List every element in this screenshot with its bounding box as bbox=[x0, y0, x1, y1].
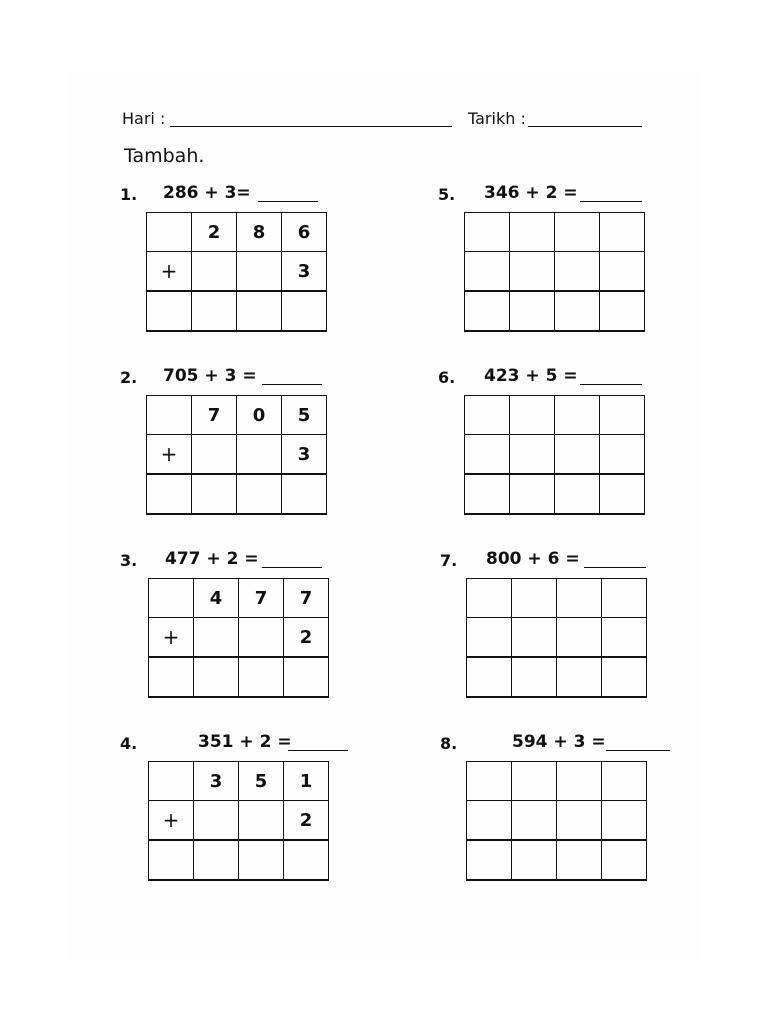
grid-cell[interactable] bbox=[465, 252, 510, 292]
grid-cell[interactable]: 7 bbox=[239, 579, 284, 618]
grid-cell[interactable]: 3 bbox=[282, 435, 327, 475]
grid-cell[interactable]: 6 bbox=[282, 213, 327, 252]
problem-4-grid bbox=[148, 761, 329, 881]
answer-cell[interactable] bbox=[284, 657, 329, 697]
grid-cell[interactable]: 2 bbox=[192, 213, 237, 252]
problem-4-number: 4. bbox=[120, 734, 138, 753]
plus-sign: + bbox=[147, 252, 192, 292]
problem-8-number: 8. bbox=[440, 734, 458, 753]
answer-cell[interactable] bbox=[239, 657, 284, 697]
grid-cell[interactable] bbox=[600, 213, 645, 252]
worksheet-title: Tambah. bbox=[124, 145, 205, 167]
grid-cell[interactable] bbox=[602, 579, 647, 618]
answer-cell[interactable] bbox=[192, 474, 237, 514]
grid-cell[interactable] bbox=[600, 435, 645, 475]
grid-cell[interactable] bbox=[465, 396, 510, 435]
day-label: Hari : bbox=[122, 109, 166, 128]
problem-5-grid bbox=[464, 212, 645, 332]
grid-cell[interactable] bbox=[147, 396, 192, 435]
grid-cell[interactable]: 2 bbox=[284, 618, 329, 658]
answer-cell[interactable] bbox=[282, 474, 327, 514]
problem-7-answer-line[interactable] bbox=[584, 567, 646, 568]
answer-cell[interactable] bbox=[602, 840, 647, 880]
problem-1-number: 1. bbox=[120, 185, 138, 204]
answer-cell[interactable] bbox=[600, 474, 645, 514]
date-input-line[interactable] bbox=[528, 126, 642, 127]
grid-cell[interactable] bbox=[239, 801, 284, 841]
grid-cell[interactable]: 3 bbox=[282, 252, 327, 292]
grid-cell[interactable] bbox=[602, 762, 647, 801]
grid-cell[interactable] bbox=[192, 435, 237, 475]
grid-cell[interactable]: 8 bbox=[237, 213, 282, 252]
grid-cell[interactable]: 3 bbox=[194, 762, 239, 801]
grid-cell[interactable] bbox=[557, 618, 602, 658]
grid-cell[interactable] bbox=[192, 252, 237, 292]
grid-cell[interactable] bbox=[512, 762, 557, 801]
grid-cell[interactable] bbox=[149, 762, 194, 801]
answer-cell[interactable] bbox=[512, 657, 557, 697]
problem-5-expression: 346 + 2 = bbox=[484, 183, 578, 203]
answer-cell[interactable] bbox=[284, 840, 329, 880]
grid-cell[interactable] bbox=[510, 435, 555, 475]
plus-sign: + bbox=[149, 801, 194, 841]
problem-8-expression: 594 + 3 = bbox=[512, 732, 606, 752]
problem-7-expression: 800 + 6 = bbox=[486, 549, 580, 569]
answer-cell[interactable] bbox=[147, 474, 192, 514]
problem-3-number: 3. bbox=[120, 551, 138, 570]
grid-cell[interactable] bbox=[512, 801, 557, 841]
problem-1-grid bbox=[146, 212, 327, 332]
answer-cell[interactable] bbox=[467, 840, 512, 880]
grid-cell[interactable] bbox=[467, 618, 512, 658]
grid-cell[interactable] bbox=[512, 618, 557, 658]
problem-4-answer-line[interactable] bbox=[288, 750, 348, 751]
answer-cell[interactable] bbox=[557, 840, 602, 880]
grid-cell[interactable] bbox=[557, 762, 602, 801]
answer-cell[interactable] bbox=[467, 657, 512, 697]
grid-cell[interactable] bbox=[510, 213, 555, 252]
answer-cell[interactable] bbox=[149, 840, 194, 880]
problem-2-grid bbox=[146, 395, 327, 515]
grid-cell[interactable]: 0 bbox=[237, 396, 282, 435]
grid-cell[interactable] bbox=[237, 252, 282, 292]
answer-cell[interactable] bbox=[510, 291, 555, 331]
grid-cell[interactable] bbox=[555, 213, 600, 252]
problem-6-expression: 423 + 5 = bbox=[484, 366, 578, 386]
grid-cell[interactable]: 7 bbox=[192, 396, 237, 435]
grid-cell[interactable] bbox=[600, 252, 645, 292]
grid-cell[interactable] bbox=[467, 762, 512, 801]
answer-cell[interactable] bbox=[149, 657, 194, 697]
problem-2-expression: 705 + 3 = bbox=[163, 366, 257, 386]
answer-cell[interactable] bbox=[465, 291, 510, 331]
grid-cell[interactable]: 5 bbox=[282, 396, 327, 435]
grid-cell[interactable] bbox=[510, 396, 555, 435]
answer-cell[interactable] bbox=[147, 291, 192, 331]
problem-4-expression: 351 + 2 = bbox=[198, 732, 292, 752]
answer-cell[interactable] bbox=[555, 291, 600, 331]
grid-cell[interactable]: 2 bbox=[284, 801, 329, 841]
grid-cell[interactable] bbox=[147, 213, 192, 252]
grid-cell[interactable] bbox=[557, 579, 602, 618]
answer-cell[interactable] bbox=[192, 291, 237, 331]
grid-cell[interactable] bbox=[237, 435, 282, 475]
answer-cell[interactable] bbox=[555, 474, 600, 514]
problem-6-answer-line[interactable] bbox=[580, 384, 642, 385]
answer-cell[interactable] bbox=[512, 840, 557, 880]
grid-cell[interactable] bbox=[555, 435, 600, 475]
problem-8-grid bbox=[466, 761, 647, 881]
grid-cell[interactable] bbox=[149, 579, 194, 618]
date-label: Tarikh : bbox=[468, 109, 526, 128]
grid-cell[interactable]: 1 bbox=[284, 762, 329, 801]
answer-cell[interactable] bbox=[194, 840, 239, 880]
problem-3-answer-line[interactable] bbox=[262, 567, 322, 568]
grid-cell[interactable]: 7 bbox=[284, 579, 329, 618]
answer-cell[interactable] bbox=[194, 657, 239, 697]
answer-cell[interactable] bbox=[237, 474, 282, 514]
grid-cell[interactable] bbox=[467, 579, 512, 618]
grid-cell[interactable] bbox=[467, 801, 512, 841]
problem-5-answer-line[interactable] bbox=[580, 201, 642, 202]
grid-cell[interactable] bbox=[194, 618, 239, 658]
grid-cell[interactable] bbox=[510, 252, 555, 292]
grid-cell[interactable] bbox=[465, 213, 510, 252]
grid-cell[interactable] bbox=[555, 396, 600, 435]
grid-cell[interactable] bbox=[602, 801, 647, 841]
problem-2-number: 2. bbox=[120, 368, 138, 387]
grid-cell[interactable] bbox=[555, 252, 600, 292]
day-input-line[interactable] bbox=[170, 126, 452, 127]
problem-8-answer-line[interactable] bbox=[606, 750, 670, 751]
grid-cell[interactable] bbox=[512, 579, 557, 618]
answer-cell[interactable] bbox=[600, 291, 645, 331]
problem-1-expression: 286 + 3= bbox=[163, 183, 251, 203]
answer-cell[interactable] bbox=[557, 657, 602, 697]
grid-cell[interactable] bbox=[194, 801, 239, 841]
problem-6-grid bbox=[464, 395, 645, 515]
grid-cell[interactable] bbox=[600, 396, 645, 435]
grid-cell[interactable] bbox=[239, 618, 284, 658]
problem-1-answer-line[interactable] bbox=[258, 201, 318, 202]
problem-3-grid bbox=[148, 578, 329, 698]
answer-cell[interactable] bbox=[239, 840, 284, 880]
grid-cell[interactable] bbox=[602, 618, 647, 658]
problem-3-expression: 477 + 2 = bbox=[165, 549, 259, 569]
problem-7-grid bbox=[466, 578, 647, 698]
problem-6-number: 6. bbox=[438, 368, 456, 387]
problem-7-number: 7. bbox=[440, 551, 458, 570]
plus-sign: + bbox=[149, 618, 194, 658]
problem-5-number: 5. bbox=[438, 185, 456, 204]
problem-2-answer-line[interactable] bbox=[262, 384, 322, 385]
answer-cell[interactable] bbox=[465, 474, 510, 514]
grid-cell[interactable]: 4 bbox=[194, 579, 239, 618]
answer-cell[interactable] bbox=[237, 291, 282, 331]
grid-cell[interactable]: 5 bbox=[239, 762, 284, 801]
answer-cell[interactable] bbox=[510, 474, 555, 514]
answer-cell[interactable] bbox=[602, 657, 647, 697]
grid-cell[interactable] bbox=[557, 801, 602, 841]
grid-cell[interactable] bbox=[465, 435, 510, 475]
plus-sign: + bbox=[147, 435, 192, 475]
answer-cell[interactable] bbox=[282, 291, 327, 331]
